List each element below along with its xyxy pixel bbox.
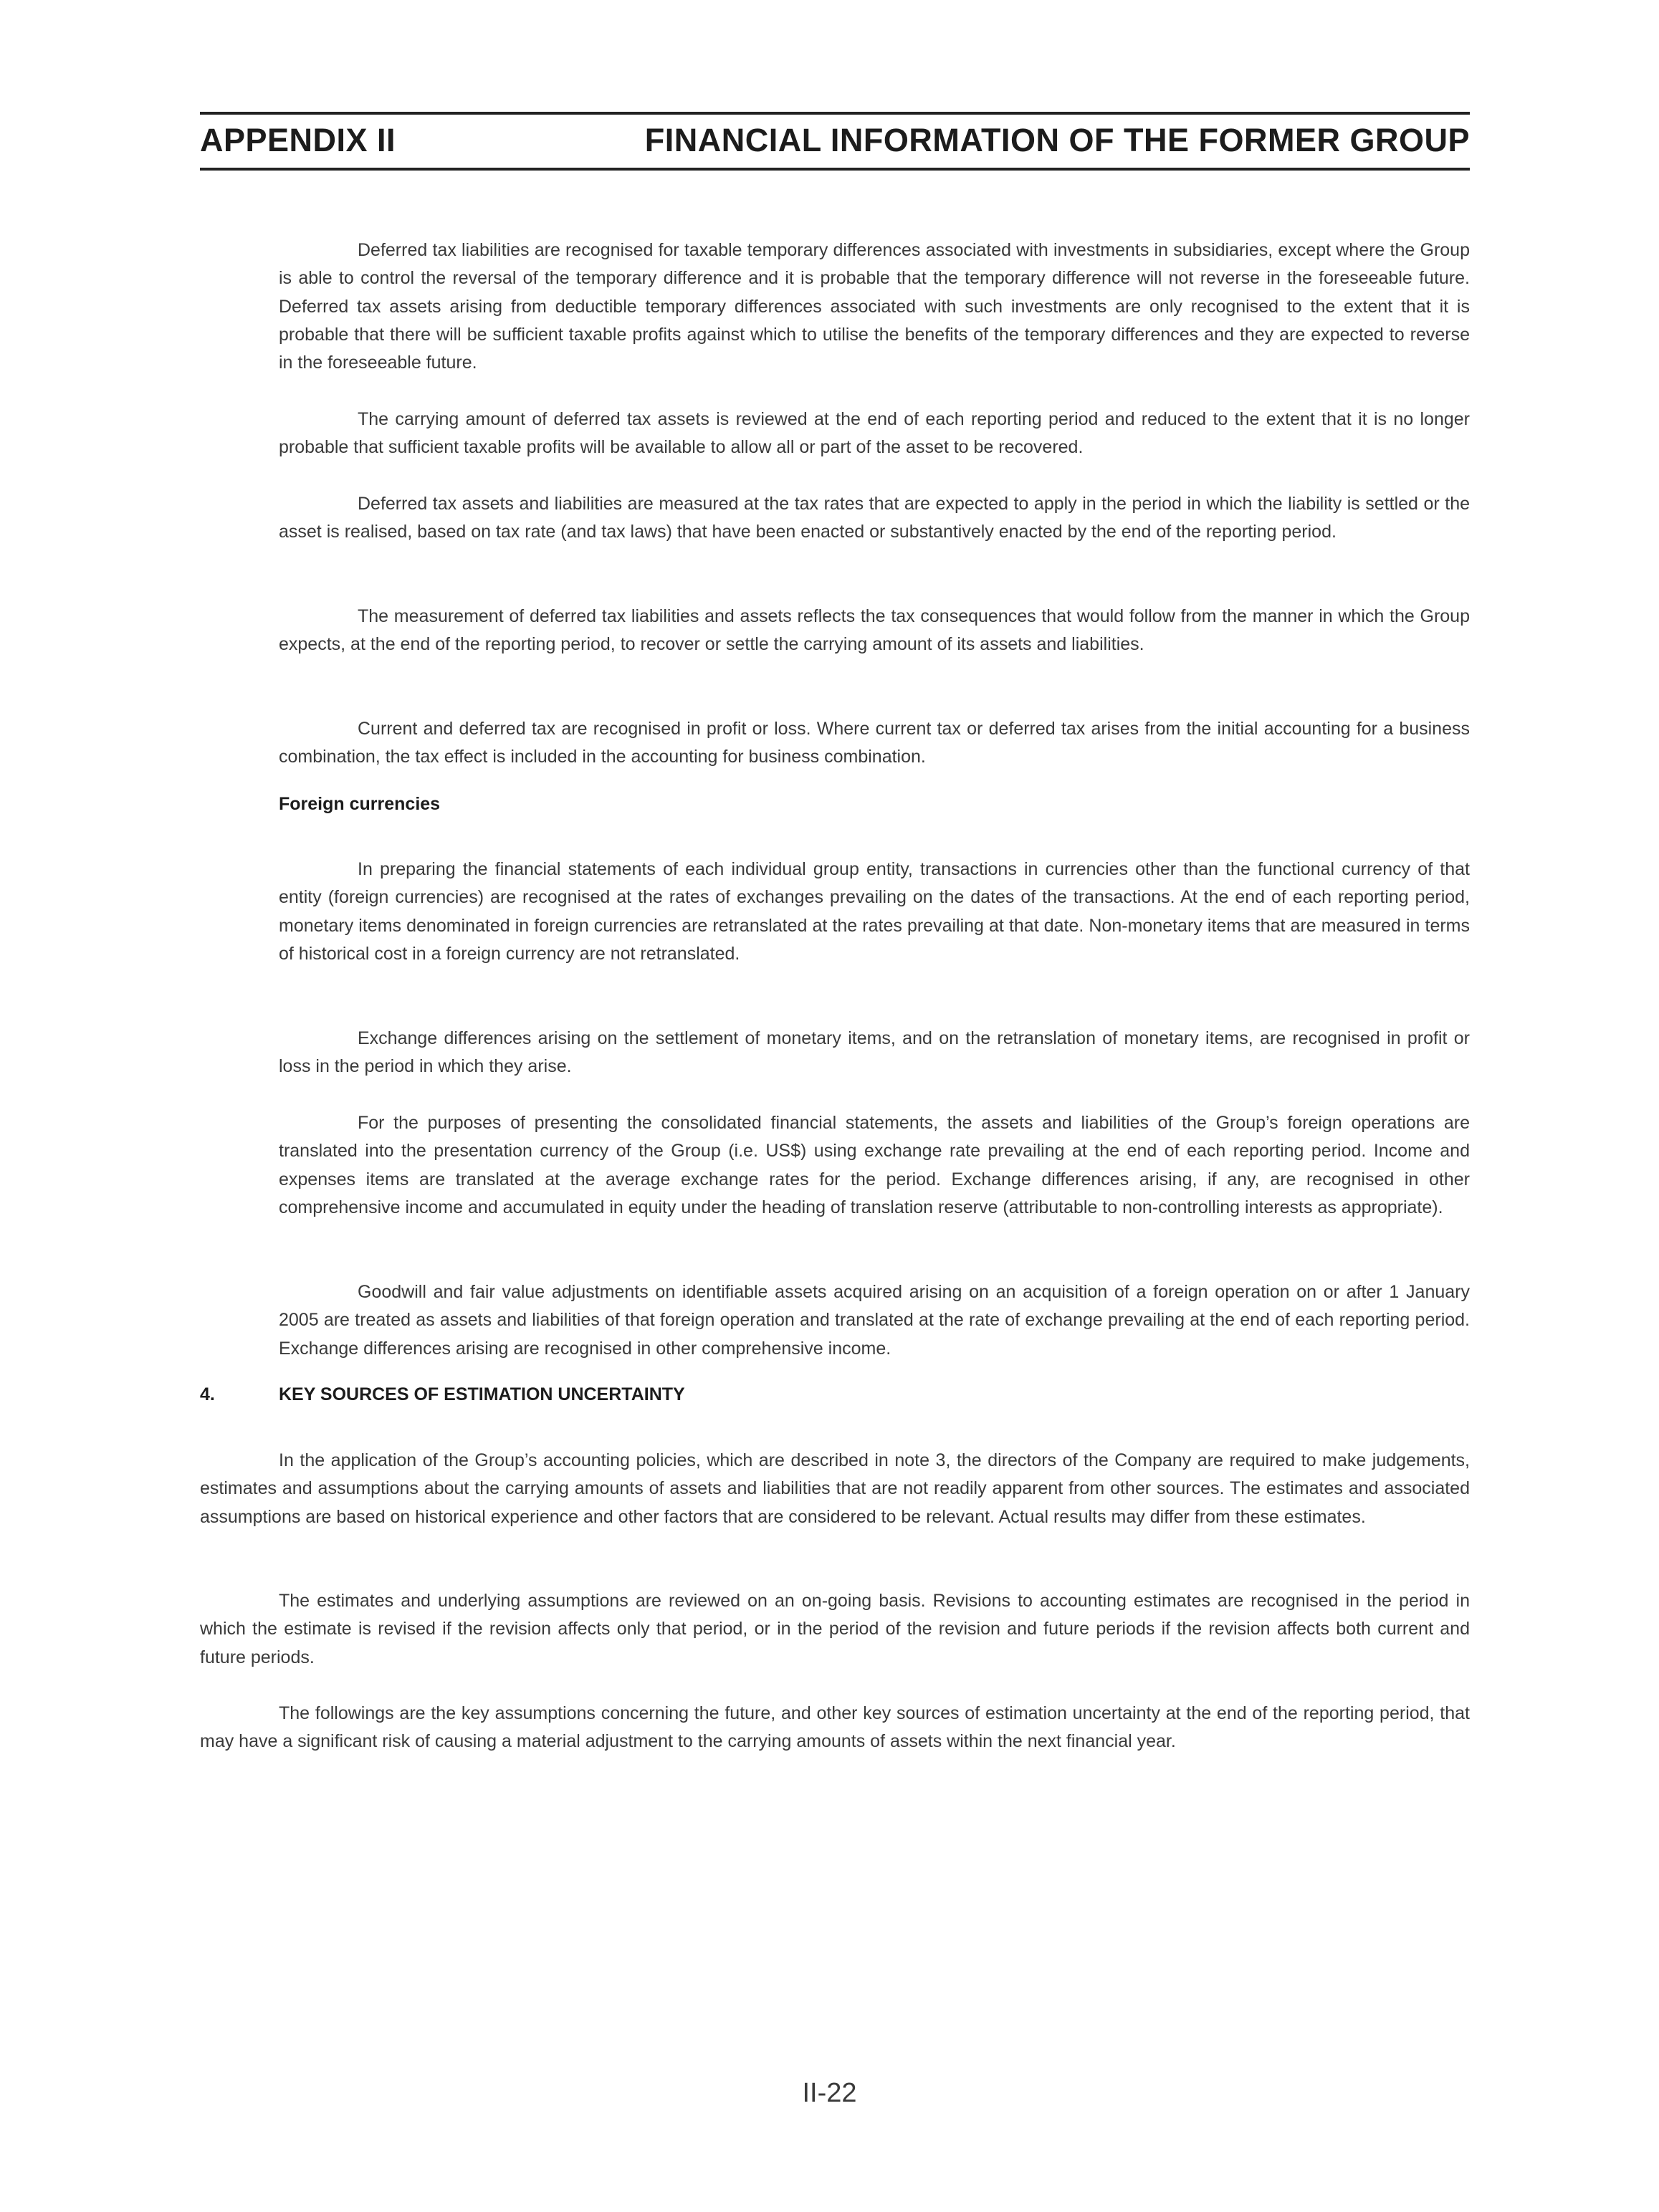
paragraph-exchange-differences: Exchange differences arising on the settlement of monetary items, and on the retranslation of monetary items, are recognised in profit or loss in the period in which they arise. (279, 1028, 1470, 1077)
paragraph-deferred-tax-liabilities: Deferred tax liabilities are recognised for taxable temporary differences associated with investments in subsidiaries, except where the Group is able to control the reversal of the temporary difference and it is probable that the temporary difference will not reverse in the foreseeable future. Deferred tax assets arising from deductible temporary differences associated with such investments are only recognised to the extent that it is probable that there will be sufficient taxable profits against which to utilise the benefits of the temporary differences and they are expected to reverse in the foreseeable future. (279, 240, 1470, 373)
paragraph-presenting-consolidated: For the purposes of presenting the consolidated financial statements, the assets and liabilities of the Group’s foreign operations are translated into the presentation currency of the Group (i.e. US$) using exchange rate prevailing at the end of each reporting period. Income and expenses items are translated at the average exchange rates for the period. Exchange differences arising, if any, are recognised in other comprehensive income and accumulated in equity under the heading of translation reserve (attributable to non-controlling interests as appropriate). (279, 1113, 1470, 1217)
foreign-currencies-heading: Foreign currencies (279, 794, 441, 814)
paragraph-preparing-statements: In preparing the financial statements of each individual group entity, transactions in currencies other than the functional currency of that entity (foreign currencies) are recognised at the rates of exchanges prevailing on the dates of the transactions. At the end of each reporting period, monetary items denominated in foreign currencies are retranslated at the rates prevailing at that date. Non-monetary items that are measured in terms of historical cost in a foreign currency are not retranslated. (279, 859, 1470, 964)
paragraph-application-policies: In the application of the Group’s accounting policies, which are described in note 3, the directors of the Company are required to make judgements, estimates and assumptions about the carrying amounts of assets and liabilities that are not readily apparent from other sources. The estimates and associated assumptions are based on historical experience and other factors that are considered to be relevant. Actual results may differ from these estimates. (200, 1450, 1470, 1527)
paragraph-current-deferred-tax: Current and deferred tax are recognised in profit or loss. Where current tax or deferred tax arises from the initial accounting for a business combination, the tax effect is included in the accounting for business combination. (279, 719, 1470, 767)
paragraph-tax-rates: Deferred tax assets and liabilities are measured at the tax rates that are expected to apply in the period in which the liability is settled or the asset is realised, based on tax rate (and tax laws) that have been enacted or substantively enacted by the end of the reporting period. (279, 494, 1470, 542)
section-title: KEY SOURCES OF ESTIMATION UNCERTAINTY (279, 1384, 685, 1404)
section-number: 4. (200, 1384, 215, 1404)
paragraph-key-assumptions: The followings are the key assumptions concerning the future, and other key sources of estimation uncertainty at the end of the reporting period, that may have a significant risk of causing a material adjustment to the carrying amounts of assets within the next financial year. (200, 1703, 1470, 1752)
page-number: II-22 (802, 2078, 857, 2108)
paragraph-carrying-amount: The carrying amount of deferred tax assets is reviewed at the end of each reporting period and reduced to the extent that it is no longer probable that sufficient taxable profits will be available to allow all or part of the asset to be recovered. (279, 409, 1470, 458)
paragraph-estimates-reviewed: The estimates and underlying assumptions are reviewed on an on-going basis. Revisions to accounting estimates are recognised in the period in which the estimate is revised if the revision affects only that period, or in the period of the revision and future periods if the revision affects both current and future periods. (200, 1591, 1470, 1667)
section-4-heading (200, 1384, 685, 1405)
paragraph-goodwill: Goodwill and fair value adjustments on identifiable assets acquired arising on an acquisition of a foreign operation on or after 1 January 2005 are treated as assets and liabilities of that foreign operation and translated at the rate of exchange prevailing at the end of each reporting period. Exchange differences arising are recognised in other comprehensive income. (279, 1282, 1470, 1359)
paragraph-measurement: The measurement of deferred tax liabilities and assets reflects the tax consequences that would follow from the manner in which the Group expects, at the end of the reporting period, to recover or settle the carrying amount of its assets and liabilities. (279, 606, 1470, 655)
appendix-label: APPENDIX II (200, 122, 396, 158)
header-title: FINANCIAL INFORMATION OF THE FORMER GROUP (644, 122, 1470, 158)
page-header (200, 112, 1470, 171)
